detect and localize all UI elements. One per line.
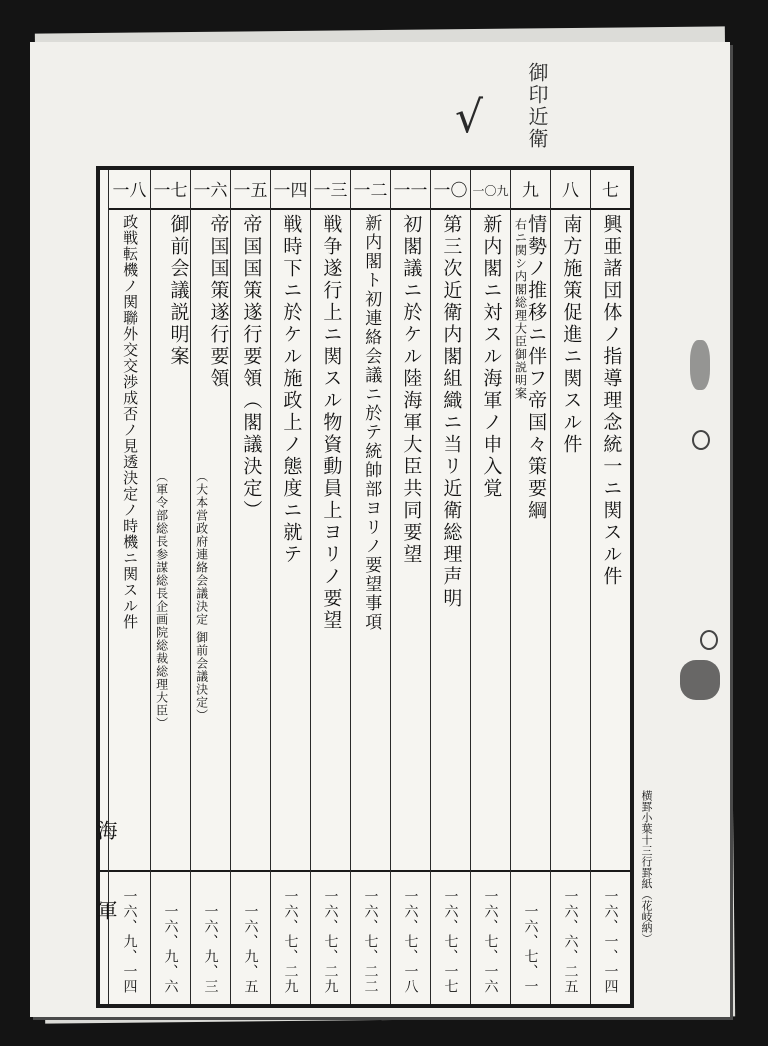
binding-hole (700, 630, 718, 650)
item-title: 新内閣ニ対スル海軍ノ申入覚 (480, 214, 503, 500)
item-number: 一一 (391, 174, 430, 210)
item-title: 戦争遂行上ニ関スル物資動員上ヨリノ要望 (320, 214, 343, 632)
item-date: 一六、七、二九 (322, 889, 339, 994)
ink-smudge (690, 340, 710, 390)
item-date: 一六、九、五 (242, 904, 259, 994)
paper-imprint: 横罫小葉十三行罫紙（花岐納） (640, 790, 653, 944)
item-date: 一六、七、二二 (362, 889, 379, 994)
item-number: 一〇 (431, 174, 470, 210)
table-row (510, 170, 550, 1004)
item-date: 一六、七、一六 (482, 889, 499, 994)
index-table (96, 166, 634, 1008)
item-date: 一六、七、二九 (282, 889, 299, 994)
table-row (470, 170, 510, 1004)
table-row (150, 170, 190, 1004)
item-date: 一六、九、三 (202, 904, 219, 994)
item-subtitle: （大本営政府連絡会議決定 御前会議決定） (194, 470, 209, 722)
item-number: 九 (511, 174, 550, 210)
check-mark-icon: √ (455, 92, 484, 143)
item-number: 一二 (351, 174, 390, 210)
handwritten-note: 御印近衛 (525, 62, 549, 150)
margin-label: 海軍 (94, 820, 118, 980)
item-number: 一六 (191, 174, 230, 210)
item-date: 一六、一、一四 (602, 889, 619, 994)
item-number: 一五 (231, 174, 270, 210)
table-row (270, 170, 310, 1004)
table-row (350, 170, 390, 1004)
item-number: 七 (591, 174, 630, 210)
item-title: 帝国国策遂行要領 (207, 214, 230, 390)
item-title: 政戦転機ノ関聯外交交渉成否ノ見透決定ノ時機ニ関スル件 (121, 214, 140, 630)
table-row (190, 170, 230, 1004)
item-title: 戦時下ニ於ケル施政上ノ態度ニ就テ (280, 214, 303, 566)
item-date: 一六、六、二五 (562, 889, 579, 994)
item-number: 一八 (109, 174, 150, 210)
item-number: 一四 (271, 174, 310, 210)
item-date: 一六、七、一七 (442, 889, 459, 994)
item-title: 南方施策促進ニ関スル件 (560, 214, 583, 456)
item-number: 一〇九 (471, 174, 510, 210)
item-number: 八 (551, 174, 590, 210)
item-title: 情勢ノ推移ニ伴フ帝国々策要綱 (525, 214, 548, 522)
table-row (390, 170, 430, 1004)
binding-hole (692, 430, 710, 450)
item-subtitle: （軍令部総長参謀総長企画院総裁総理大臣） (154, 470, 169, 730)
item-title: 興亜諸団体ノ指導理念統一ニ関スル件 (600, 214, 623, 588)
item-title: 第三次近衛内閣組織ニ当リ近衛総理声明 (440, 214, 463, 610)
item-title: 初閣議ニ於ケル陸海軍大臣共同要望 (400, 214, 423, 566)
table-row (550, 170, 590, 1004)
ink-smudge (680, 660, 720, 700)
item-date: 一六、七、一 (522, 904, 539, 994)
item-title: 御前会議説明案 (167, 214, 190, 368)
item-subtitle: 右ニ関シ内閣総理大臣御説明案 (513, 218, 528, 400)
item-date: 一六、九、一四 (121, 889, 138, 994)
item-title: 帝国国策遂行要領（閣議決定） (240, 214, 263, 522)
item-date: 一六、七、一八 (402, 889, 419, 994)
item-number: 一七 (151, 174, 190, 210)
item-number: 一三 (311, 174, 350, 210)
table-row (310, 170, 350, 1004)
item-title: 新内閣ト初連絡会議ニ於テ統帥部ヨリノ要望事項 (361, 214, 382, 632)
table-row (230, 170, 270, 1004)
table-row (590, 170, 630, 1004)
item-date: 一六、九、六 (162, 904, 179, 994)
table-row (430, 170, 470, 1004)
